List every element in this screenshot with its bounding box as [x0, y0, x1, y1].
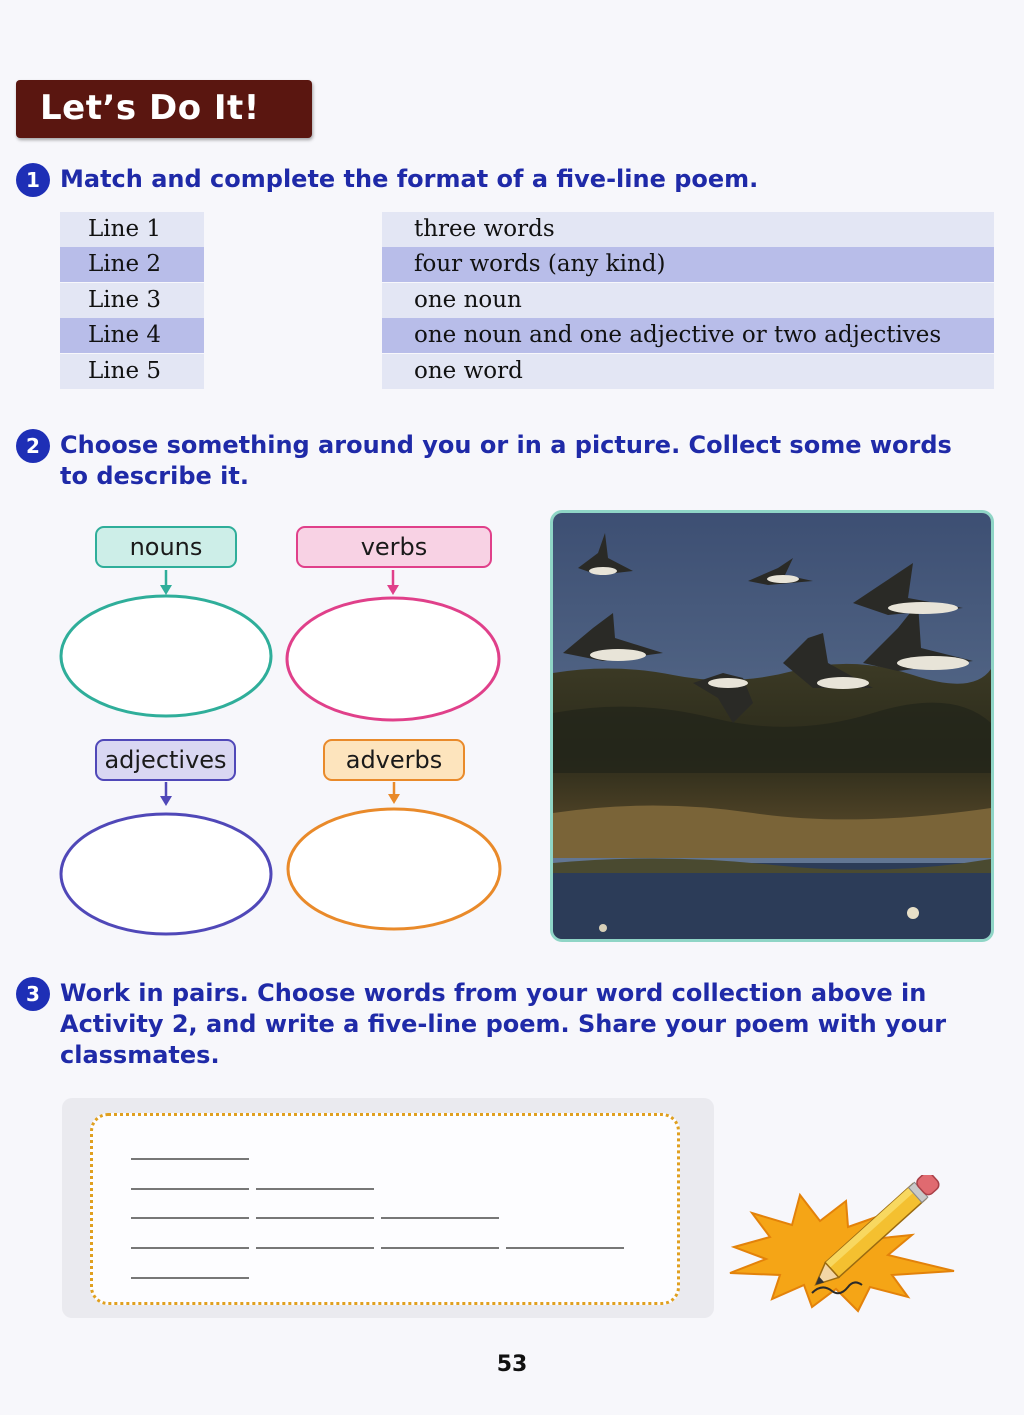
activity-3-instruction-line-2: Activity 2, and write a five-line poem. Share your poem with your — [60, 1010, 947, 1038]
verbs-arrow-icon — [387, 570, 399, 595]
line-label: Line 4 — [88, 322, 161, 348]
poem-line-4-blank[interactable] — [506, 1247, 624, 1249]
geese-over-marsh-image — [553, 513, 991, 939]
activity-3-number-badge: 3 — [16, 977, 50, 1011]
activity-1-number-badge: 1 — [16, 163, 50, 197]
nouns-tag: nouns — [95, 526, 237, 568]
format-text: four words (any kind) — [414, 251, 666, 277]
table-row — [382, 318, 994, 353]
pencil-starburst-icon — [722, 1175, 962, 1315]
format-text: one noun — [414, 287, 522, 313]
poem-line-4-blank[interactable] — [381, 1247, 499, 1249]
poem-line-2-blank[interactable] — [256, 1188, 374, 1190]
activity-1-instruction: Match and complete the format of a five-line poem. — [60, 165, 759, 193]
word-collection-ovals — [0, 560, 540, 950]
poem-line-4-blank[interactable] — [256, 1247, 374, 1249]
line-label: Line 1 — [88, 216, 161, 242]
section-title: Let’s Do It! — [40, 88, 260, 128]
birds-photo — [550, 510, 994, 942]
table-row — [382, 354, 994, 389]
table-row — [60, 283, 204, 318]
table-row — [60, 212, 204, 247]
poem-line-4-blank[interactable] — [131, 1247, 249, 1249]
table-row — [382, 283, 994, 318]
activity-2-number-badge: 2 — [16, 429, 50, 463]
table-row — [60, 354, 204, 389]
nouns-arrow-icon — [160, 570, 172, 595]
format-text: one noun and one adjective or two adjectives — [414, 322, 942, 348]
format-text: one word — [414, 358, 523, 384]
line-label: Line 3 — [88, 287, 161, 313]
nouns-answer-oval[interactable] — [61, 596, 271, 716]
activity-2-instruction-line-1: Choose something around you or in a picture. Collect some words — [60, 431, 952, 459]
line-label: Line 5 — [88, 358, 161, 384]
activity-3-instruction-line-3: classmates. — [60, 1041, 220, 1069]
line-label: Line 2 — [88, 251, 161, 277]
poem-line-5-blank[interactable] — [131, 1277, 249, 1279]
activity-2-instruction-line-2: to describe it. — [60, 462, 249, 490]
poem-line-3-blank[interactable] — [256, 1217, 374, 1219]
table-row — [382, 212, 994, 247]
adjectives-tag: adjectives — [95, 739, 236, 781]
verbs-tag: verbs — [296, 526, 492, 568]
adjectives-arrow-icon — [160, 782, 172, 806]
table-row — [60, 318, 204, 353]
adverbs-tag: adverbs — [323, 739, 465, 781]
table-row — [382, 247, 994, 282]
format-text: three words — [414, 216, 555, 242]
adjectives-answer-oval[interactable] — [61, 814, 271, 934]
poem-line-3-blank[interactable] — [131, 1217, 249, 1219]
verbs-answer-oval[interactable] — [287, 598, 499, 720]
adverbs-answer-oval[interactable] — [288, 809, 500, 929]
poem-line-2-blank[interactable] — [131, 1188, 249, 1190]
activity-3-instruction-line-1: Work in pairs. Choose words from your word collection above in — [60, 979, 927, 1007]
adverbs-arrow-icon — [388, 782, 400, 804]
poem-line-1-blank[interactable] — [131, 1158, 249, 1160]
poem-line-3-blank[interactable] — [381, 1217, 499, 1219]
page-number: 53 — [496, 1352, 528, 1377]
table-row — [60, 247, 204, 282]
